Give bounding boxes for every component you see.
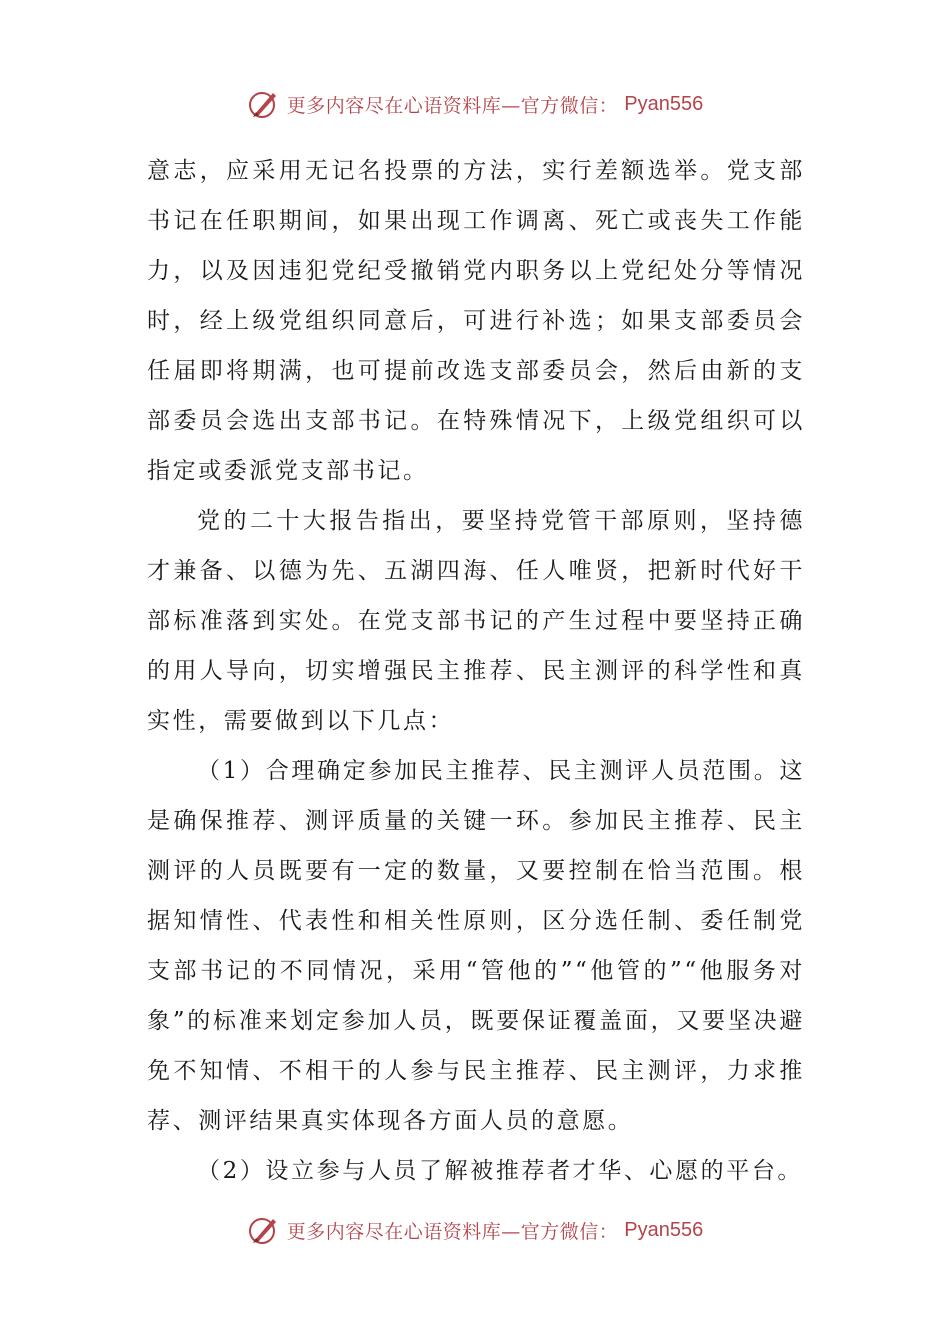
header-banner-text: 更多内容尽在心语资料库—官方微信： xyxy=(286,94,619,117)
footer-banner xyxy=(0,1210,950,1250)
footer-banner-wechat-id: Pyan556 xyxy=(624,1218,704,1241)
pen-circle-icon xyxy=(247,1213,281,1247)
paragraph-item-1: （1）合理确定参加民主推荐、民主测评人员范围。这是确保推荐、测评质量的关键一环。参加民主推荐、民主测评的人员既要有一定的数量，又要控制在恰当范围。根据知情性、代表性和相关性原则，区分选任制、委任制党支部书记的不同情况，采用“管他的”“他管的”“他服务对象”的标准来划定参加人员，既要保证覆盖面，又要坚决避免不知情、不相干的人参与民主推荐、民主测评，力求推荐、测评结果真实体现各方面人员的意愿。 xyxy=(147,758,805,1134)
pen-circle-icon xyxy=(247,87,281,121)
document-body xyxy=(147,146,805,1196)
paragraph-continuation: 意志，应采用无记名投票的方法，实行差额选举。党支部书记在任职期间，如果出现工作调离、死亡或丧失工作能力，以及因违犯党纪受撤销党内职务以上党纪处分等情况时，经上级党组织同意后，可进行补选；如果支部委员会任届即将期满，也可提前改选支部委员会，然后由新的支部委员会选出支部书记。在特殊情况下，上级党组织可以指定或委派党支部书记。 xyxy=(147,158,805,484)
paragraph-report: 党的二十大报告指出，要坚持党管干部原则，坚持德才兼备、以德为先、五湖四海、任人唯贤，把新时代好干部标准落到实处。在党支部书记的产生过程中要坚持正确的用人导向，切实增强民主推荐、民主测评的科学性和真实性，需要做到以下几点： xyxy=(147,508,805,734)
footer-banner-text: 更多内容尽在心语资料库—官方微信： xyxy=(286,1220,619,1243)
header-banner xyxy=(0,84,950,124)
header-banner-wechat-id: Pyan556 xyxy=(624,92,704,115)
paragraph-item-2: （2）设立参与人员了解被推荐者才华、心愿的平台。 xyxy=(197,1158,804,1184)
